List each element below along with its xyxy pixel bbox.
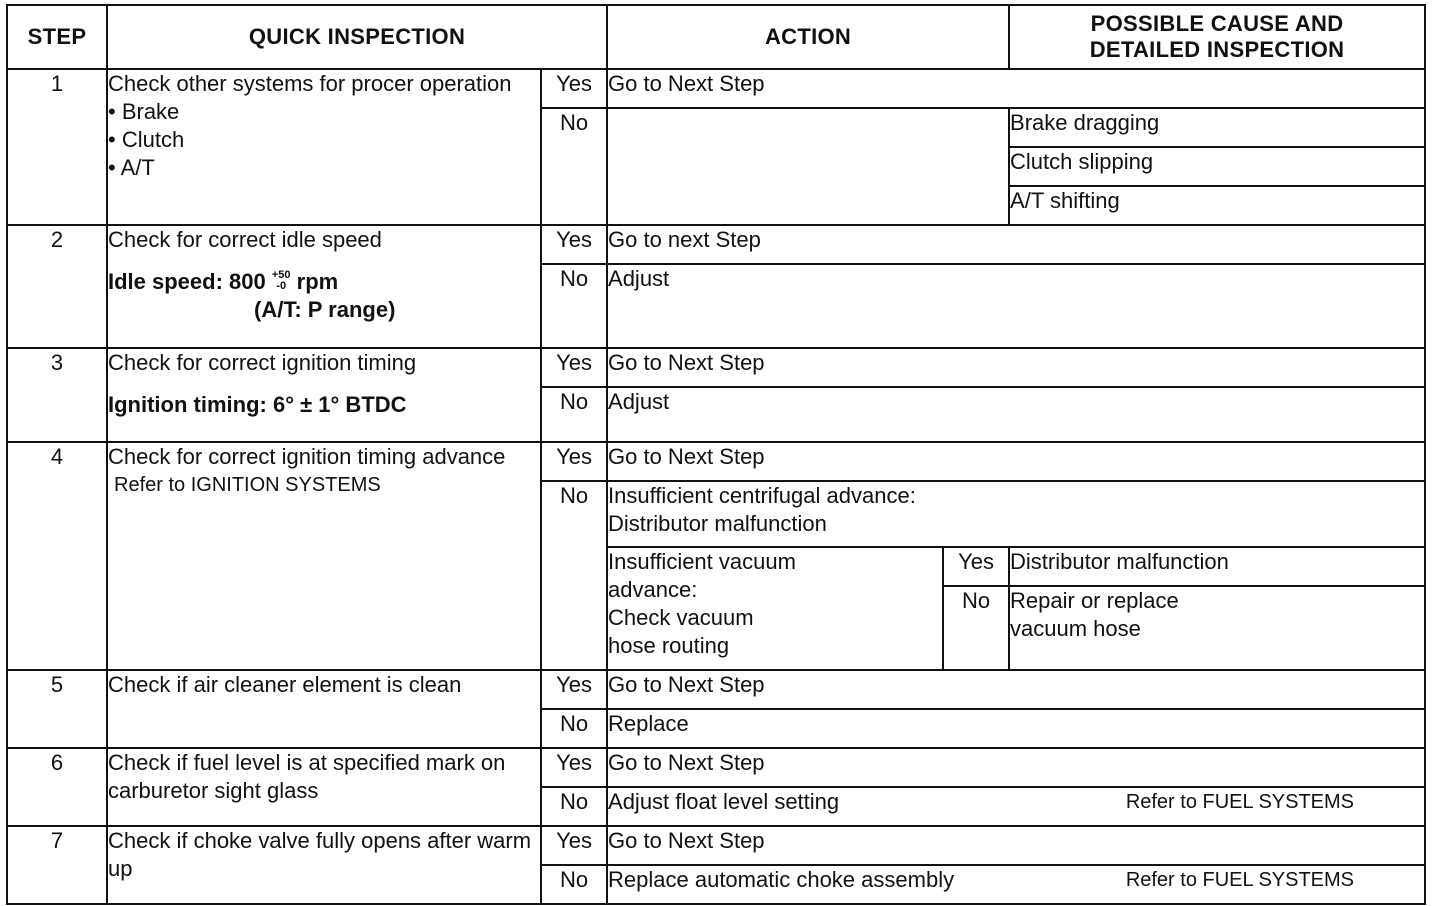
step-quick-inspection	[107, 442, 541, 670]
step-quick-inspection	[107, 69, 541, 225]
step-number: 4	[7, 442, 107, 670]
table-row	[7, 225, 1425, 264]
no-action: Replace	[607, 709, 1425, 748]
step-number: 7	[7, 826, 107, 904]
step-text: Check for correct ignition timing advance	[108, 444, 506, 469]
yes-action: Go to Next Step	[607, 670, 1425, 709]
header-action: ACTION	[607, 5, 1009, 69]
bullet-item: • A/T	[108, 155, 155, 180]
cause-line1: Repair or replace	[1010, 588, 1179, 613]
step-number: 6	[7, 748, 107, 826]
spec-line2: (A/T: P range)	[254, 297, 396, 322]
step-text: Check other systems for procer operation	[108, 71, 512, 96]
refer-text: Refer to IGNITION SYSTEMS	[114, 474, 381, 496]
spec-tolerance	[272, 270, 291, 292]
table-row	[7, 748, 1425, 787]
no-action-line2: Distributor malfunction	[608, 511, 827, 536]
no-label: No	[541, 481, 607, 670]
table-row	[7, 69, 1425, 108]
yes-action: Go to next Step	[607, 225, 1425, 264]
bullet-item: • Clutch	[108, 127, 185, 152]
yes-action: Go to Next Step	[607, 826, 1425, 865]
tol-minus: -0	[276, 280, 287, 292]
no-label: No	[541, 264, 607, 348]
table-row	[7, 826, 1425, 865]
yes-label: Yes	[943, 547, 1009, 586]
no-action-text: Adjust float level setting	[608, 789, 840, 814]
inspection-table	[6, 4, 1426, 905]
no-action: Adjust	[607, 264, 1425, 348]
step-text: Check for correct ignition timing	[108, 350, 417, 375]
yes-action: Go to Next Step	[607, 748, 1425, 787]
cause-line2: vacuum hose	[1010, 616, 1141, 641]
table-row	[7, 670, 1425, 709]
cause-item: Clutch slipping	[1009, 147, 1425, 186]
spec-ignition-timing: Ignition timing: 6° ± 1° BTDC	[108, 392, 407, 417]
vacuum-line1: Insufficient vacuum	[608, 549, 796, 574]
vacuum-line4: hose routing	[608, 633, 730, 658]
yes-label: Yes	[541, 69, 607, 108]
header-quick-inspection: QUICK INSPECTION	[107, 5, 607, 69]
yes-label: Yes	[541, 748, 607, 787]
step-quick-inspection	[107, 748, 541, 826]
spec-unit: rpm	[296, 269, 339, 294]
yes-label: Yes	[541, 225, 607, 264]
no-label: No	[541, 108, 607, 225]
step-text: Check if choke valve fully opens after warm up	[108, 828, 532, 881]
yes-action: Go to Next Step	[607, 442, 1425, 481]
header-step: STEP	[7, 5, 107, 69]
no-action-text: Replace automatic choke assembly	[608, 867, 955, 892]
no-action	[607, 481, 1425, 547]
no-action	[607, 787, 1425, 826]
no-action-line1: Insufficient centrifugal advance:	[608, 483, 916, 508]
vacuum-line3: Check vacuum	[608, 605, 754, 630]
yes-action: Go to Next Step	[607, 69, 1425, 108]
step-quick-inspection	[107, 670, 541, 748]
no-label: No	[541, 387, 607, 442]
no-label: No	[943, 586, 1009, 670]
step-quick-inspection	[107, 225, 541, 348]
cause-item: Distributor malfunction	[1009, 547, 1425, 586]
cause-item	[1009, 586, 1425, 670]
table-row	[7, 348, 1425, 387]
header-row	[7, 5, 1425, 69]
step-text: Check if air cleaner element is clean	[108, 672, 462, 697]
yes-label: Yes	[541, 670, 607, 709]
step-text: Check for correct idle speed	[108, 227, 382, 252]
step-number: 5	[7, 670, 107, 748]
yes-label: Yes	[541, 826, 607, 865]
vacuum-advance-check	[607, 547, 943, 670]
yes-label: Yes	[541, 442, 607, 481]
cause-item: Brake dragging	[1009, 108, 1425, 147]
no-action	[607, 865, 1425, 904]
vacuum-line2: advance:	[608, 577, 698, 602]
step-number: 1	[7, 69, 107, 225]
table-row	[7, 442, 1425, 481]
bullet-item: • Brake	[108, 99, 180, 124]
header-cause-line2: DETAILED INSPECTION	[1089, 37, 1345, 62]
no-label: No	[541, 865, 607, 904]
header-cause-line1: POSSIBLE CAUSE AND	[1090, 11, 1344, 36]
step-text: Check if fuel level is at specified mark on carburetor sight glass	[108, 750, 506, 803]
no-label: No	[541, 709, 607, 748]
no-action: Adjust	[607, 387, 1425, 442]
step-quick-inspection	[107, 348, 541, 442]
yes-label: Yes	[541, 348, 607, 387]
refer-text: Refer to FUEL SYSTEMS	[1125, 869, 1355, 891]
cause-item: A/T shifting	[1009, 186, 1425, 225]
spec-idle-speed	[108, 268, 540, 296]
refer-text: Refer to FUEL SYSTEMS	[1125, 791, 1355, 813]
spec-prefix: Idle speed: 800	[108, 269, 266, 294]
no-label: No	[541, 787, 607, 826]
tol-plus: +50	[271, 269, 291, 281]
yes-action: Go to Next Step	[607, 348, 1425, 387]
no-action-empty	[607, 108, 1009, 225]
header-possible-cause	[1009, 5, 1425, 69]
step-quick-inspection	[107, 826, 541, 904]
step-number: 3	[7, 348, 107, 442]
step-number: 2	[7, 225, 107, 348]
